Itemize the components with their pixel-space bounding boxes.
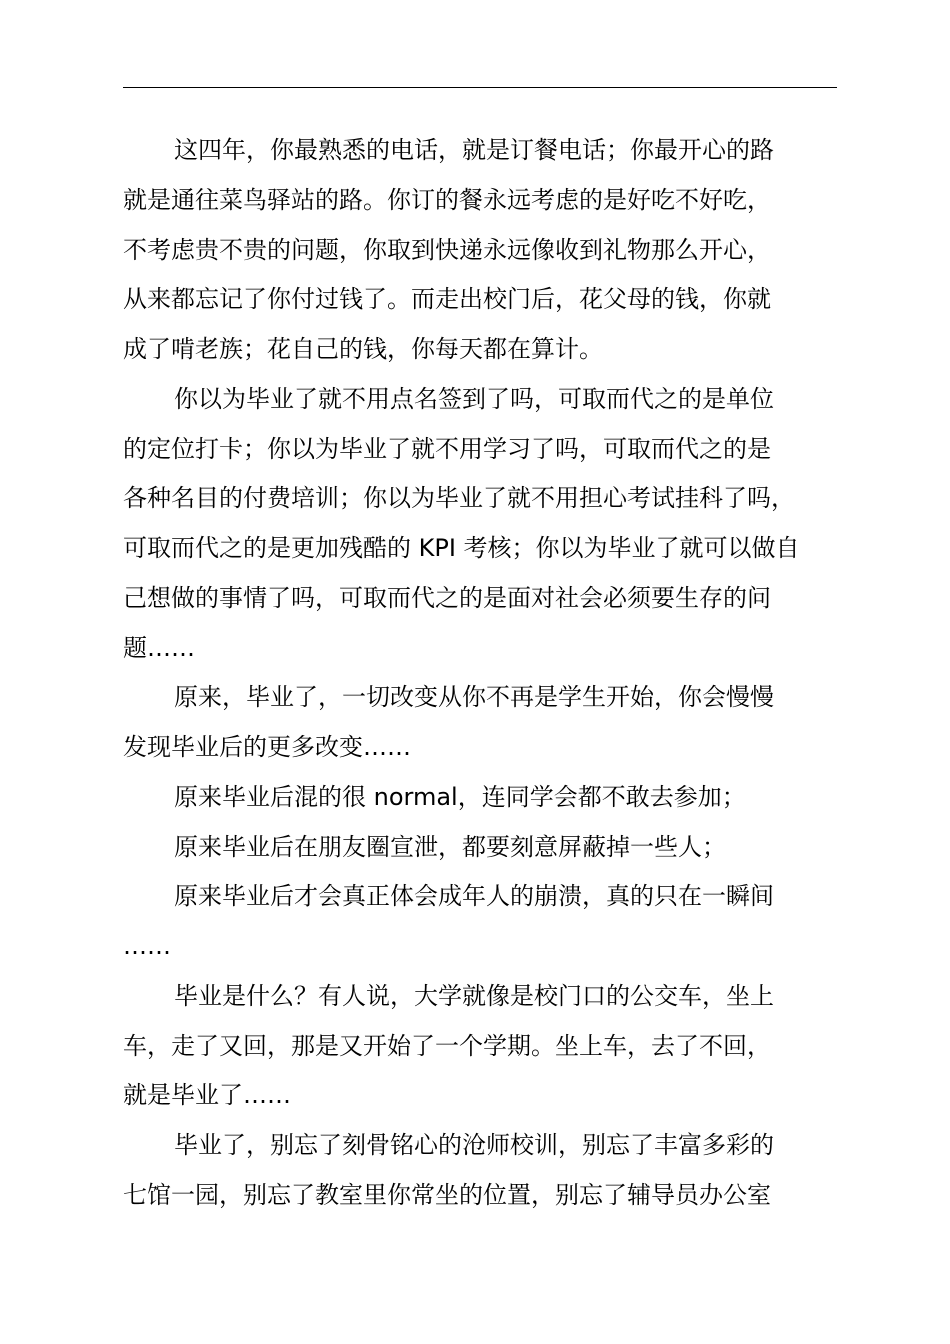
header-rule	[123, 87, 837, 88]
text-line: 毕业是什么？有人说，大学就像是校门口的公交车，坐上	[174, 982, 774, 1010]
text-line: 就是毕业了……	[123, 1081, 291, 1109]
text-line: 原来毕业后在朋友圈宣泄，都要刻意屏蔽掉一些人；	[174, 833, 726, 861]
text-line: 可取而代之的是更加残酷的 KPI 考核；你以为毕业了就可以做自	[123, 534, 800, 562]
text-line: 你以为毕业了就不用点名签到了吗，可取而代之的是单位	[174, 385, 774, 413]
text-line: 车，走了又回，那是又开始了一个学期。坐上车，去了不回，	[123, 1032, 771, 1060]
text-line: ……	[123, 932, 171, 960]
text-line: 成了啃老族；花自己的钱，你每天都在算计。	[123, 335, 603, 363]
text-line: 不考虑贵不贵的问题，你取到快递永远像收到礼物那么开心，	[123, 236, 771, 264]
text-line: 己想做的事情了吗，可取而代之的是面对社会必须要生存的问	[123, 584, 771, 612]
text-line: 发现毕业后的更多改变……	[123, 733, 411, 761]
text-line: 就是通往菜鸟驿站的路。你订的餐永远考虑的是好吃不好吃，	[123, 186, 771, 214]
text-line: 毕业了，别忘了刻骨铭心的沧师校训，别忘了丰富多彩的	[174, 1131, 774, 1159]
text-line: 原来，毕业了，一切改变从你不再是学生开始，你会慢慢	[174, 683, 774, 711]
text-line: 从来都忘记了你付过钱了。而走出校门后，花父母的钱，你就	[123, 285, 771, 313]
text-line: 的定位打卡；你以为毕业了就不用学习了吗，可取而代之的是	[123, 435, 771, 463]
text-line: 各种名目的付费培训；你以为毕业了就不用担心考试挂科了吗，	[123, 484, 795, 512]
text-line: 这四年，你最熟悉的电话，就是订餐电话；你最开心的路	[174, 136, 774, 164]
text-line: 原来毕业后混的很 normal，连同学会都不敢去参加；	[174, 783, 746, 811]
text-line: 七馆一园，别忘了教室里你常坐的位置，别忘了辅导员办公室	[123, 1181, 771, 1209]
text-line: 题……	[123, 634, 195, 662]
text-line: 原来毕业后才会真正体会成年人的崩溃，真的只在一瞬间	[174, 882, 774, 910]
